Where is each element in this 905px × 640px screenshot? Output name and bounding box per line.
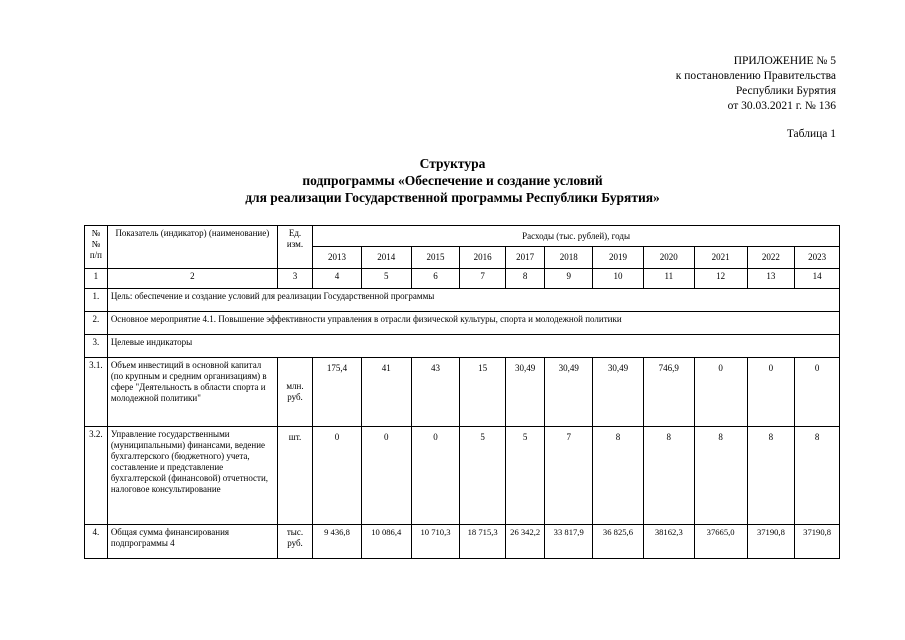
column-number: 8: [505, 269, 544, 289]
indicator-name: Объем инвестиций в основной капитал (по крупным и средним организациям) в сфере "Деятельность в области спорта и молодежной политики": [107, 358, 277, 427]
value-cell: 175,4: [313, 358, 362, 427]
value-cell: 9 436,8: [313, 525, 362, 559]
value-cell: 30,49: [545, 358, 593, 427]
year-cell: 2023: [795, 247, 840, 269]
value-cell: 37190,8: [747, 525, 795, 559]
column-number: 10: [593, 269, 644, 289]
value-cell: 5: [505, 427, 544, 525]
appendix-line: Республики Бурятия: [735, 85, 836, 97]
value-cell: 0: [313, 427, 362, 525]
unit-cell: млн. руб.: [277, 358, 312, 427]
year-cell: 2015: [411, 247, 460, 269]
value-cell: 18 715,3: [460, 525, 506, 559]
goal-text: Цель: обеспечение и создание условий для реализации Государственной программы: [107, 289, 839, 312]
heading-line: Структура: [419, 156, 486, 171]
table-row: [85, 335, 840, 358]
table-row: [85, 289, 840, 312]
value-cell: 8: [643, 427, 694, 525]
value-cell: 0: [694, 358, 747, 427]
column-number: 2: [107, 269, 277, 289]
value-cell: 0: [361, 427, 411, 525]
value-cell: 0: [411, 427, 460, 525]
measure-text: Основное мероприятие 4.1. Повышение эффективности управления в отрасли физической культуры, спорта и молодежной политики: [107, 312, 839, 335]
column-number: 5: [361, 269, 411, 289]
header-expenses: Расходы (тыс. рублей), годы: [313, 226, 840, 247]
row-number: 3.: [85, 335, 108, 358]
value-cell: 30,49: [593, 358, 644, 427]
value-cell: 10 086,4: [361, 525, 411, 559]
heading-line: для реализации Государственной программы Республики Бурятия»: [245, 190, 660, 205]
year-cell: 2017: [505, 247, 544, 269]
total-name: Общая сумма финансирования подпрограммы 4: [107, 525, 277, 559]
appendix-block: [676, 54, 836, 114]
column-number: 4: [313, 269, 362, 289]
year-cell: 2018: [545, 247, 593, 269]
value-cell: 37190,8: [795, 525, 840, 559]
year-cell: 2021: [694, 247, 747, 269]
value-cell: 7: [545, 427, 593, 525]
appendix-title: ПРИЛОЖЕНИЕ № 5: [733, 55, 836, 67]
header-indicator: Показатель (индикатор) (наименование): [107, 226, 277, 269]
table-row: [85, 427, 840, 525]
row-number: 3.2.: [85, 427, 108, 525]
row-number: 3.1.: [85, 358, 108, 427]
value-cell: 0: [747, 358, 795, 427]
table-row: [85, 312, 840, 335]
year-cell: 2019: [593, 247, 644, 269]
value-cell: 8: [694, 427, 747, 525]
value-cell: 37665,0: [694, 525, 747, 559]
value-cell: 15: [460, 358, 506, 427]
value-cell: 5: [460, 427, 506, 525]
value-cell: 8: [795, 427, 840, 525]
column-number: 9: [545, 269, 593, 289]
row-number: 1.: [85, 289, 108, 312]
header-unit: Ед. изм.: [277, 226, 312, 269]
unit-cell: шт.: [277, 427, 312, 525]
value-cell: 8: [747, 427, 795, 525]
value-cell: 36 825,6: [593, 525, 644, 559]
row-number: 2.: [85, 312, 108, 335]
year-cell: 2022: [747, 247, 795, 269]
header-no: №№ п/п: [85, 226, 108, 269]
indicators-text: Целевые индикаторы: [107, 335, 839, 358]
value-cell: 30,49: [505, 358, 544, 427]
column-number: 6: [411, 269, 460, 289]
unit-cell: тыс. руб.: [277, 525, 312, 559]
year-cell: 2014: [361, 247, 411, 269]
value-cell: 746,9: [643, 358, 694, 427]
column-number: 12: [694, 269, 747, 289]
table-row: [85, 358, 840, 427]
appendix-date: от 30.03.2021 г. № 136: [727, 100, 836, 112]
value-cell: 10 710,3: [411, 525, 460, 559]
indicator-name: Управление государственными (муниципальными) финансами, ведение бухгалтерского (бюджетного) учета, составление и представление бухгалтерской (финансовой) отчетности, налоговое консультирование: [107, 427, 277, 525]
value-cell: 33 817,9: [545, 525, 593, 559]
value-cell: 8: [593, 427, 644, 525]
row-number: 4.: [85, 525, 108, 559]
column-number-row: [85, 269, 840, 289]
table-label: Таблица 1: [786, 128, 836, 140]
table-row: [85, 525, 840, 559]
value-cell: 38162,3: [643, 525, 694, 559]
year-cell: 2020: [643, 247, 694, 269]
year-cell: 2016: [460, 247, 506, 269]
appendix-line: к постановлению Правительства: [675, 70, 836, 82]
column-number: 14: [795, 269, 840, 289]
value-cell: 26 342,2: [505, 525, 544, 559]
column-number: 1: [85, 269, 108, 289]
year-cell: 2013: [313, 247, 362, 269]
column-number: 11: [643, 269, 694, 289]
value-cell: 43: [411, 358, 460, 427]
column-number: 13: [747, 269, 795, 289]
document-heading: [0, 155, 905, 206]
column-number: 3: [277, 269, 312, 289]
heading-line: подпрограммы «Обеспечение и создание условий: [302, 173, 603, 188]
structure-table: [84, 225, 840, 559]
value-cell: 41: [361, 358, 411, 427]
column-number: 7: [460, 269, 506, 289]
value-cell: 0: [795, 358, 840, 427]
